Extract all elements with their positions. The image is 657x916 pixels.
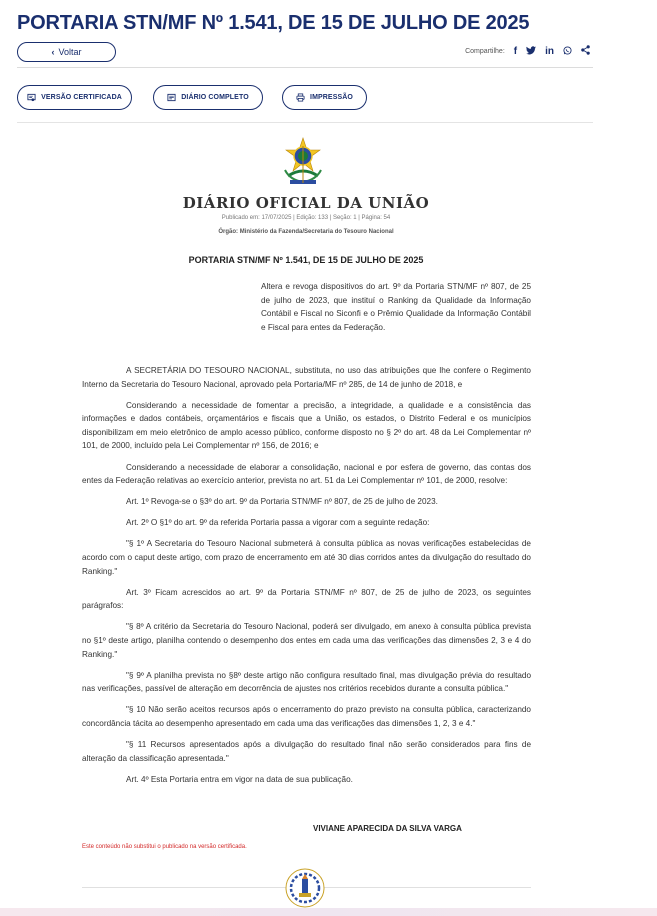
- page-title: PORTARIA STN/MF Nº 1.541, DE 15 DE JULHO DE 2025: [17, 12, 530, 34]
- share-label: Compartilhe:: [465, 48, 505, 55]
- paragraph: Art. 2º O §1º do art. 9º da referida Portaria passa a vigorar com a seguinte redação:: [126, 518, 430, 528]
- paragraph: Considerando a necessidade de fomentar a precisão, a integridade, a qualidade e a consistência das informações e dados contábeis, orçamentários e fiscais que a União, os estados, o Distrito Federal e os municípios disponibilizam em meio eletrônico de amplo acesso público, conforme disposto no § 2º do art. 48 da Lei Complementar nº 101, de 2000, incluído pela Lei Complementar nº 156, de 2016; e: [82, 400, 531, 451]
- paragraph: Art. 3º Ficam acrescidos ao art. 9º da Portaria STN/MF nº 807, de 25 de julho de 2023, os seguintes parágrafos:: [82, 587, 531, 611]
- printer-icon: [296, 93, 305, 102]
- imprensa-nacional-seal-icon: [285, 868, 325, 908]
- journal-title: DIÁRIO OFICIAL DA UNIÃO: [182, 194, 430, 212]
- issuing-body: Órgão: Ministério da Fazenda/Secretaria do Tesouro Nacional: [218, 229, 394, 235]
- back-button[interactable]: [17, 42, 116, 62]
- certified-version-label: VERSÃO CERTIFICADA: [41, 94, 122, 101]
- chevron-left-icon: ‹: [51, 47, 55, 57]
- facebook-icon[interactable]: f: [513, 45, 518, 57]
- paragraph: "§ 11 Recursos apresentados após a divulgação do resultado final não serão considerados para fins de alteração da classificação apresentada.": [82, 740, 531, 763]
- header-divider: [17, 67, 593, 68]
- publication-info: Publicado em: 17/07/2025 | Edição: 133 | Seção: 1 | Página: 54: [221, 215, 391, 221]
- paragraph: "§ 8º A critério da Secretaria do Tesouro Nacional, poderá ser divulgado, em anexo à consulta pública prevista no §1º deste artigo, planilha contendo o desempenho dos entes em cada uma das verificações das dimensões 2, 3 e 4 do Ranking.": [82, 622, 531, 659]
- paragraph: "§ 9º A planilha prevista no §8º deste artigo não configura resultado final, mas divulgação prévia do resultado nas verificações, passível de alteração em decorrência de ajustes nos critérios recebidos durante a consulta pública.": [82, 670, 531, 694]
- full-diary-button[interactable]: [153, 85, 263, 110]
- brazil-coat-of-arms-icon: [280, 136, 326, 186]
- paragraph: Art. 1º Revoga-se o §3º do art. 9º da Portaria STN/MF nº 807, de 25 de julho de 2023.: [126, 497, 438, 507]
- certificate-icon: [27, 93, 36, 102]
- paragraph: "§ 1º A Secretaria do Tesouro Nacional submeterá à consulta pública as novas verificações estabelecidas de acordo com o caput deste artigo, com prazo de encerramento em até 30 dias corridos antes da divulgação do resultado do Ranking.": [82, 539, 531, 576]
- newspaper-icon: [167, 93, 176, 102]
- twitter-icon[interactable]: [526, 46, 536, 58]
- certified-version-button[interactable]: [17, 85, 132, 110]
- whatsapp-icon[interactable]: [563, 46, 572, 58]
- share-bar: [465, 45, 590, 58]
- act-body: [82, 364, 531, 794]
- paragraph: Considerando a necessidade de elaborar a consolidação, nacional e por esfera de governo, das contas dos entes da Federação relativas ao exercício anterior, prevista no art. 51 da Lei Complementar nº 101, de 2000, resolve:: [82, 462, 531, 486]
- paragraph: Art. 4º Esta Portaria entra em vigor na data de sua publicação.: [126, 774, 353, 784]
- paragraph: A SECRETÁRIA DO TESOURO NACIONAL, substituta, no uso das atribuições que lhe confere o Regimento Interno da Secretaria do Tesouro Nacional, aprovado pela Portaria/MF nº 285, de 14 de junho de 2018, e: [82, 366, 531, 389]
- linkedin-icon[interactable]: in: [545, 45, 554, 57]
- share-icon[interactable]: [581, 45, 590, 58]
- print-button[interactable]: [282, 85, 367, 110]
- bottom-strip: [0, 908, 657, 916]
- act-summary: Altera e revoga dispositivos do art. 9º da Portaria STN/MF nº 807, de 25 de julho de 2023, que instituí o Ranking da Qualidade da Informação Contábil e Fiscal no Siconfi e o Prêmio Qualidade da Informação Contábil e Fiscal para entes da Federação.: [261, 282, 531, 332]
- paragraph: "§ 10 Não serão aceitos recursos após o encerramento do prazo previsto na consulta pública, caracterizando concordância tácita ao desempenho apresentado em cada uma das verificações das dimensões 1, 2, 3 e 4.": [82, 705, 531, 728]
- signatory: VIVIANE APARECIDA DA SILVA VARGA: [313, 824, 462, 833]
- disclaimer: Este conteúdo não substitui o publicado na versão certificada.: [82, 844, 247, 850]
- full-diary-label: DIÁRIO COMPLETO: [181, 94, 249, 101]
- actions-divider: [17, 122, 593, 123]
- act-identifier: PORTARIA STN/MF Nº 1.541, DE 15 DE JULHO DE 2025: [188, 255, 424, 265]
- back-button-label: Voltar: [58, 47, 82, 57]
- print-label: IMPRESSÃO: [310, 94, 353, 101]
